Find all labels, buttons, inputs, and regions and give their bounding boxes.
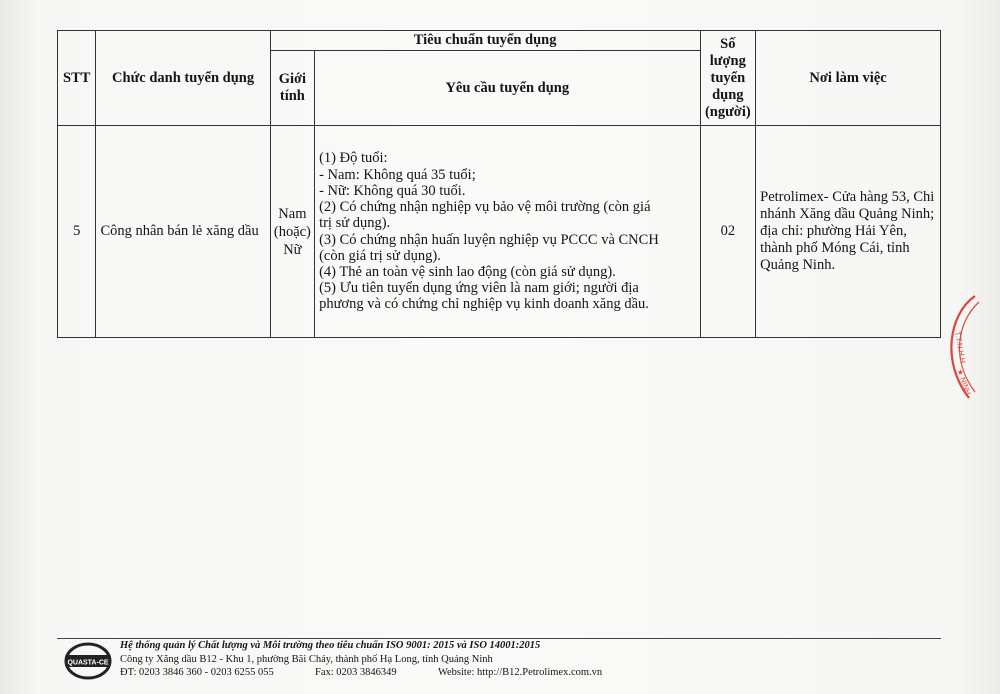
footer-address: Công ty Xăng dầu B12 - Khu 1, phường Bãi Cháy, thành phố Hạ Long, tỉnh Quảng Ninh	[120, 654, 493, 665]
header-standards: Tiêu chuẩn tuyển dụng	[270, 31, 700, 51]
page-footer	[57, 634, 941, 684]
header-quantity: Số lượng tuyển dụng (người)	[700, 31, 756, 126]
row-requirements	[315, 126, 700, 338]
row-gender: Nam (hoặc) Nữ	[270, 126, 314, 338]
header-gender: Giới tính	[270, 51, 314, 126]
requirement-line: (còn giá trị sử dụng).	[319, 247, 441, 264]
requirement-line: (2) Có chứng nhận nghiệp vụ bảo vệ môi trường (còn giá	[319, 199, 651, 216]
logo-text: QUASTA-CE	[67, 659, 109, 667]
requirement-line: - Nữ: Không quá 30 tuổi.	[319, 182, 466, 199]
recruitment-table	[57, 30, 941, 338]
requirement-line: (5) Ưu tiên tuyển dụng ứng viên là nam giới; người địa	[319, 280, 639, 297]
row-quantity: 02	[700, 126, 756, 338]
header-title: Chức danh tuyển dụng	[96, 31, 270, 126]
footer-quality-system: Hệ thống quản lý Chất lượng và Môi trường theo tiêu chuẩn ISO 9001: 2015 và ISO 14001:2015	[120, 640, 541, 651]
row-stt: 5	[58, 126, 96, 338]
requirement-line: trị sử dụng).	[319, 215, 391, 232]
requirement-line: (4) Thẻ an toàn vệ sinh lao động (còn giá sử dụng).	[319, 263, 616, 280]
requirement-line: - Nam: Không quá 35 tuổi;	[319, 166, 476, 183]
footer-divider	[57, 638, 941, 639]
quasta-cert-logo-icon	[63, 642, 113, 680]
footer-fax: Fax: 0203 3846349	[315, 667, 397, 678]
row-workplace: Petrolimex- Cửa hàng 53, Chi nhánh Xăng dầu Quảng Ninh; địa chỉ: phường Hải Yên, thành phố Móng Cái, tỉnh Quảng Ninh.	[756, 126, 941, 338]
header-stt: STT	[58, 31, 96, 126]
svg-text:T.T.N.H.H: T.T.N.H.H	[953, 330, 968, 364]
table-row	[58, 126, 941, 338]
footer-phone: ĐT: 0203 3846 360 - 0203 6255 055	[120, 667, 274, 678]
requirement-line: (3) Có chứng nhận huấn luyện nghiệp vụ PCCC và CNCH	[319, 231, 659, 248]
requirement-line: (1) Độ tuổi:	[319, 150, 388, 167]
footer-website: Website: http://B12.Petrolimex.com.vn	[437, 667, 603, 678]
row-title: Công nhân bán lẻ xăng dầu	[96, 126, 270, 338]
header-requirements: Yêu cầu tuyển dụng	[315, 51, 700, 126]
header-workplace: Nơi làm việc	[756, 31, 941, 126]
requirement-line: phương và có chứng chỉ nghiệp vụ kinh doanh xăng dầu.	[319, 296, 649, 313]
svg-text:★ NINH: ★ NINH	[955, 367, 973, 397]
red-seal-stamp	[935, 292, 981, 402]
footer-contacts	[120, 667, 602, 678]
